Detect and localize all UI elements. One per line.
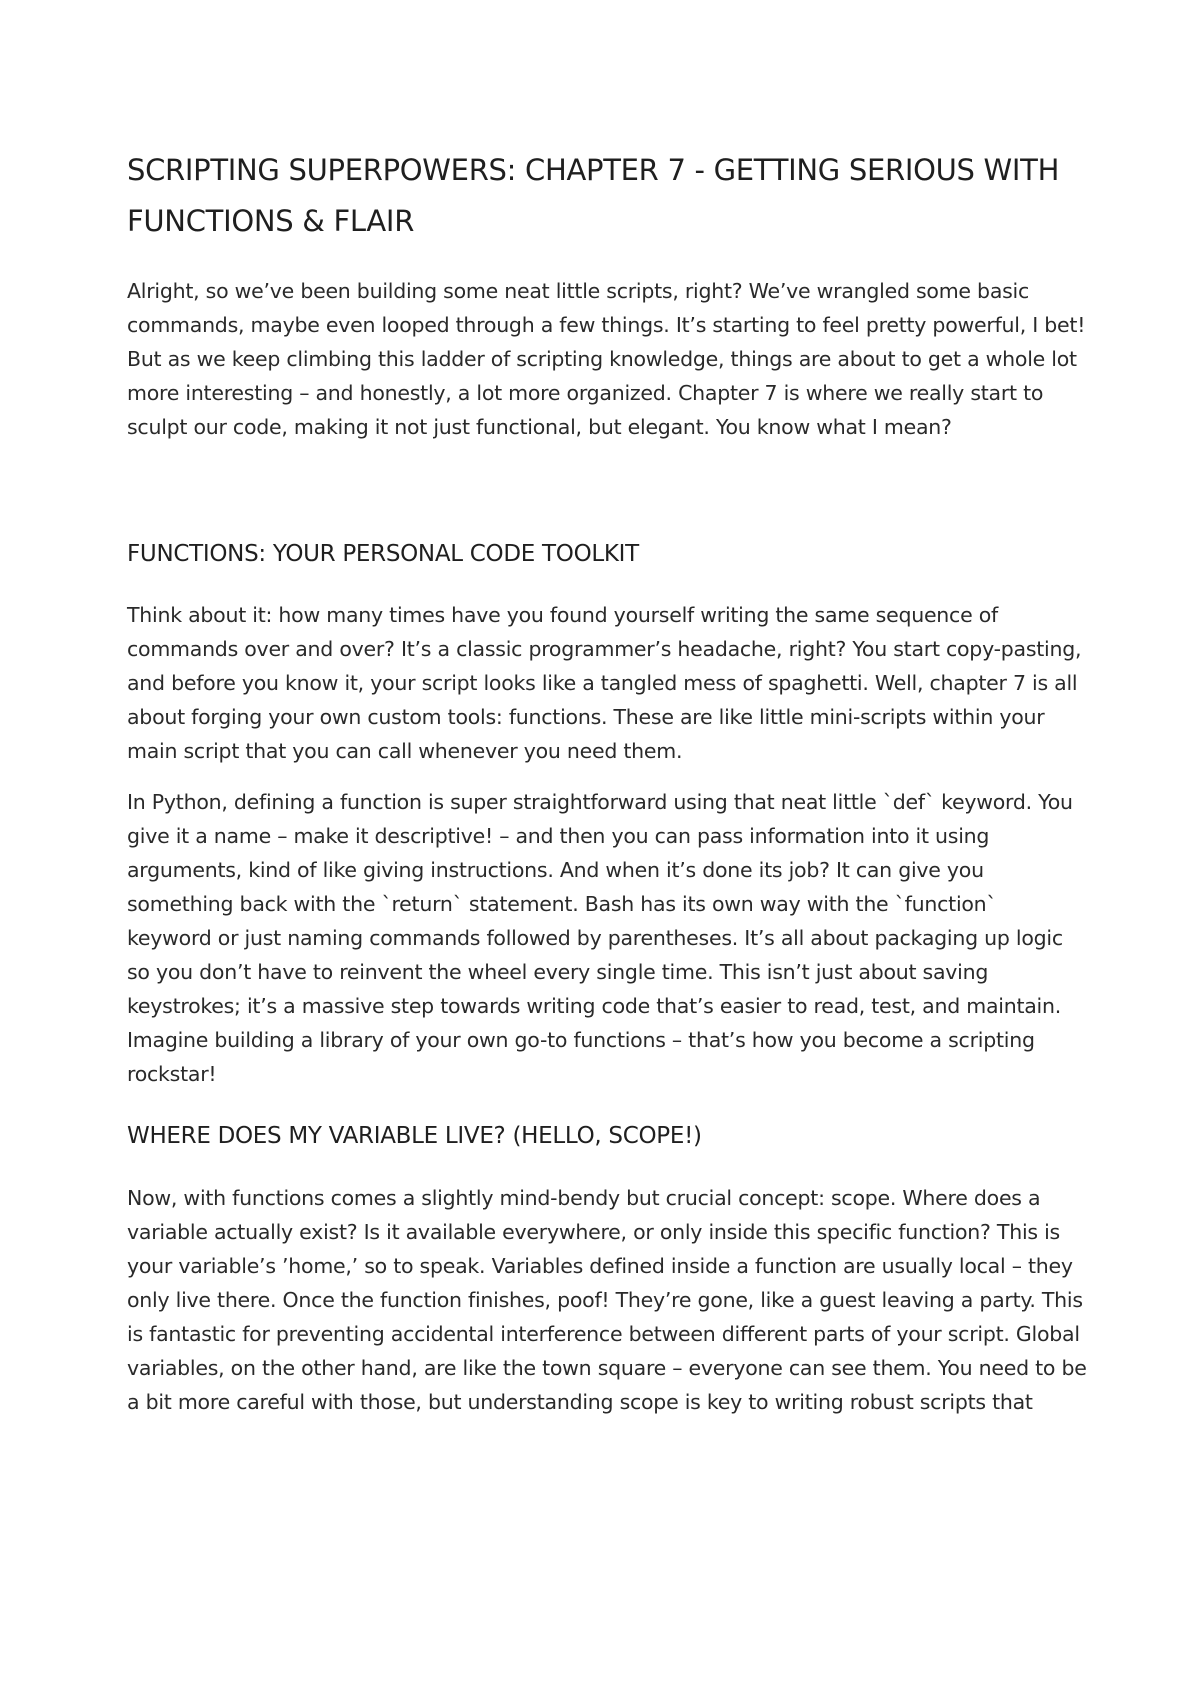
paragraph-functions-intro: Think about it: how many times have you found yourself writing the same sequence of commands over and over? It’s a classic programmer’s headache, right? You start copy-pasting, and before you know it, your script looks like a tangled mess of spaghetti. Well, chapter 7 is all about forging your own custom tools: functions. These are like little mini-scripts within your main script that you can call whenever you need them. [127, 603, 1082, 763]
section-heading-scope: WHERE DOES MY VARIABLE LIVE? (HELLO, SCOPE!) [127, 1123, 702, 1149]
intro-paragraph: Alright, so we’ve been building some neat little scripts, right? We’ve wrangled some basic commands, maybe even looped through a few things. It’s starting to feel pretty powerful, I bet! But as we keep climbing this ladder of scripting knowledge, things are about to get a whole lot more interesting – and honestly, a lot more organized. Chapter 7 is where we really start to sculpt our code, making it not just functional, but elegant. You know what I mean? [127, 279, 1086, 439]
section-heading-functions: FUNCTIONS: YOUR PERSONAL CODE TOOLKIT [127, 541, 639, 567]
document-title: SCRIPTING SUPERPOWERS: CHAPTER 7 - GETTING SERIOUS WITH FUNCTIONS & FLAIR [127, 153, 1060, 238]
paragraph-functions-python: In Python, defining a function is super straightforward using that neat little `def` keyword. You give it a name – make it descriptive! – and then you can pass information into it using arguments, kind of like giving instructions. And when it’s done its job? It can give you something back with the `return` statement. Bash has its own way with the `function` keyword or just naming commands followed by parentheses. It’s all about packaging up logic so you don’t have to reinvent the wheel every single time. This isn’t just about saving keystrokes; it’s a massive step towards writing code that’s easier to read, test, and maintain. Imagine building a library of your own go-to functions – that’s how you become a scripting rockstar! [127, 790, 1073, 1086]
paragraph-scope: Now, with functions comes a slightly mind-bendy but crucial concept: scope. Where does a variable actually exist? Is it available everywhere, or only inside this specific function? This is your variable’s ’home,’ so to speak. Variables defined inside a function are usually local – they only live there. Once the function finishes, poof! They’re gone, like a guest leaving a party. This is fantastic for preventing accidental interference between different parts of your script. Global variables, on the other hand, are like the town square – everyone can see them. You need to be a bit more careful with those, but understanding scope is key to writing robust scripts that [127, 1186, 1087, 1414]
document-page [127, 145, 1087, 1419]
